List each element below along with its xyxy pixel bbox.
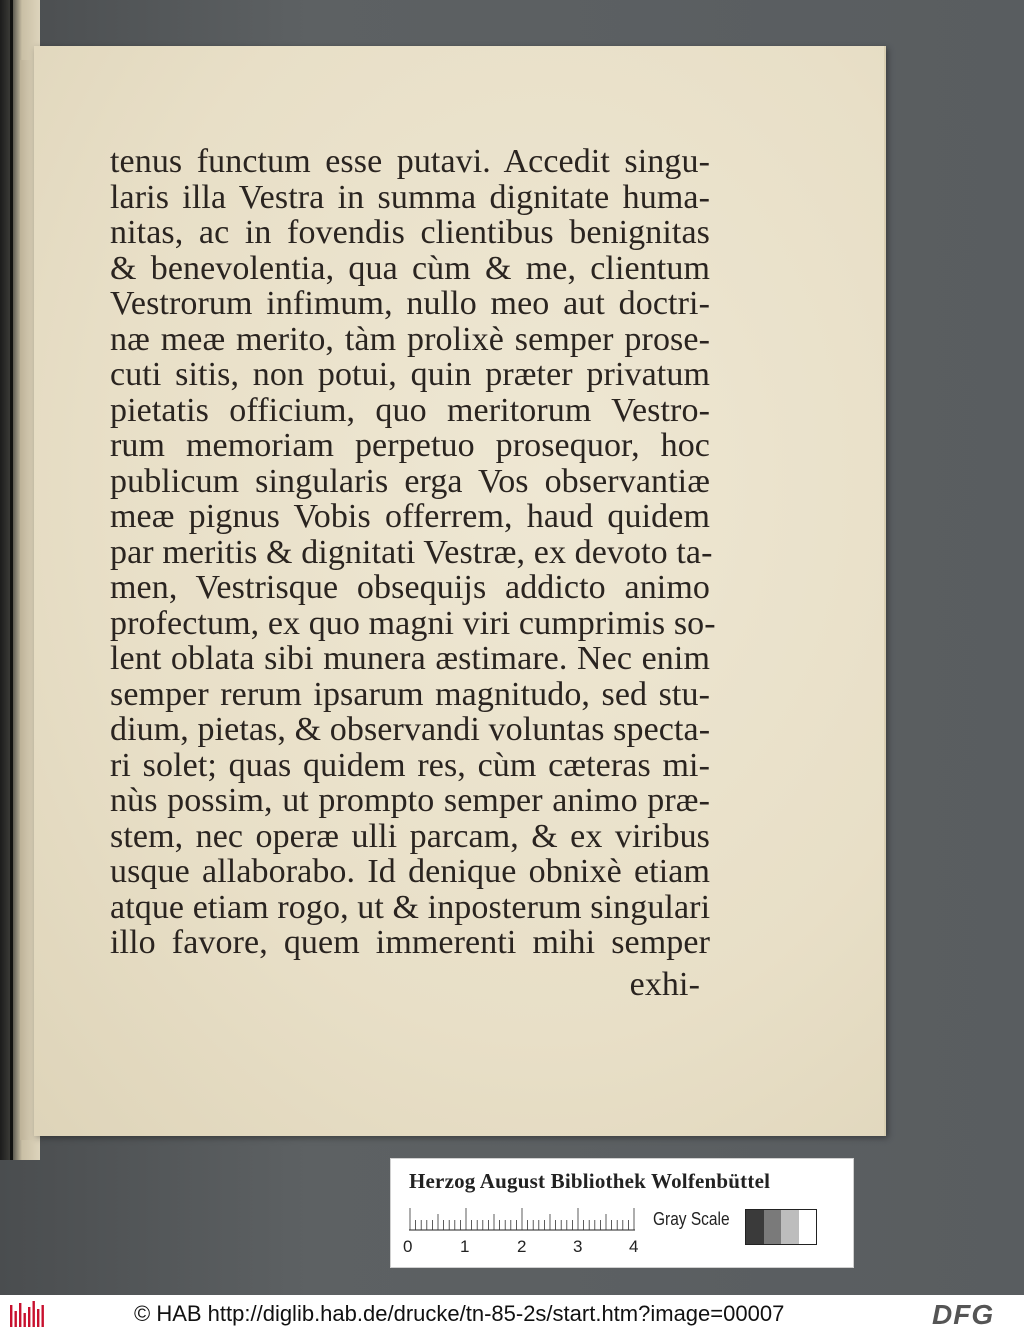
text-line: semper rerum ipsarum magnitudo, sed stu- [110,675,710,713]
library-label-card [390,1158,854,1268]
gray-swatch [746,1210,764,1244]
footer-url[interactable]: © HAB http://diglib.hab.de/drucke/tn-85-2s/start.htm?image=00007 [134,1301,785,1326]
text-line: pietatis officium, quo meritorum Vestro- [110,391,710,429]
text-line: lent oblata sibi munera æstimare. Nec enim [110,640,710,677]
dfg-logo: DFG [932,1299,995,1330]
gray-swatch [799,1210,817,1244]
ruler-number: 1 [460,1237,470,1256]
gray-swatch [764,1210,782,1244]
ruler-number: 0 [403,1237,413,1256]
gray-scale-label: Gray Scale [653,1209,730,1229]
text-line: næ meæ merito, tàm prolixè semper prose- [110,320,710,358]
catchword: exhi- [629,965,700,1003]
text-line: profectum, ex quo magni viri cumprimis so- [110,604,716,642]
text-line: ri solet; quas quidem res, cùm cæteras mi- [110,746,710,784]
text-line: nùs possim, ut prompto semper animo præ- [110,782,710,819]
library-title: Herzog August Bibliothek Wolfenbüttel [409,1169,771,1193]
text-line: publicum singularis erga Vos observantiæ [110,462,710,500]
text-line: nitas, ac in fovendis clientibus benignitas [110,214,710,251]
ruler-number: 3 [573,1237,583,1256]
text-line: tenus functum esse putavi. Accedit singu- [110,143,710,180]
text-line: cuti sitis, non potui, quin præter privatum [110,356,710,393]
text-line: meæ pignus Vobis offerrem, haud quidem [110,498,710,535]
gray-swatch [781,1210,799,1244]
text-line: par meritis & dignitati Vestræ, ex devoto ta- [110,533,713,571]
ruler-numbers [401,1237,651,1259]
page-text [110,143,716,1003]
text-line: stem, nec operæ ulli parcam, & ex viribus [110,817,710,855]
gray-scale-swatch [745,1209,817,1245]
binding-line [10,0,13,1160]
text-line: usque allaborabo. Id denique obnixè etiam [110,853,710,890]
hab-logo-icon [8,1301,48,1329]
text-line: Vestrorum infimum, nullo meo aut doctri- [110,285,710,322]
text-line: & benevolentia, qua cùm & me, clientum [110,249,710,287]
text-line: illo favore, quem immerenti mihi semper [110,924,710,961]
text-line: atque etiam rogo, ut & inposterum singulari [110,888,711,926]
ruler-number: 2 [517,1237,527,1256]
ruler-number: 4 [629,1237,639,1256]
text-line: laris illa Vestra in summa dignitate huma- [110,178,710,216]
text-line: dium, pietas, & observandi voluntas specta- [110,711,711,748]
footer-bar [0,1295,1024,1335]
text-line: men, Vestrisque obsequijs addicto animo [110,569,710,606]
measurement-ruler [409,1207,635,1231]
text-line: rum memoriam perpetuo prosequor, hoc [110,427,710,464]
book-page [34,46,886,1136]
